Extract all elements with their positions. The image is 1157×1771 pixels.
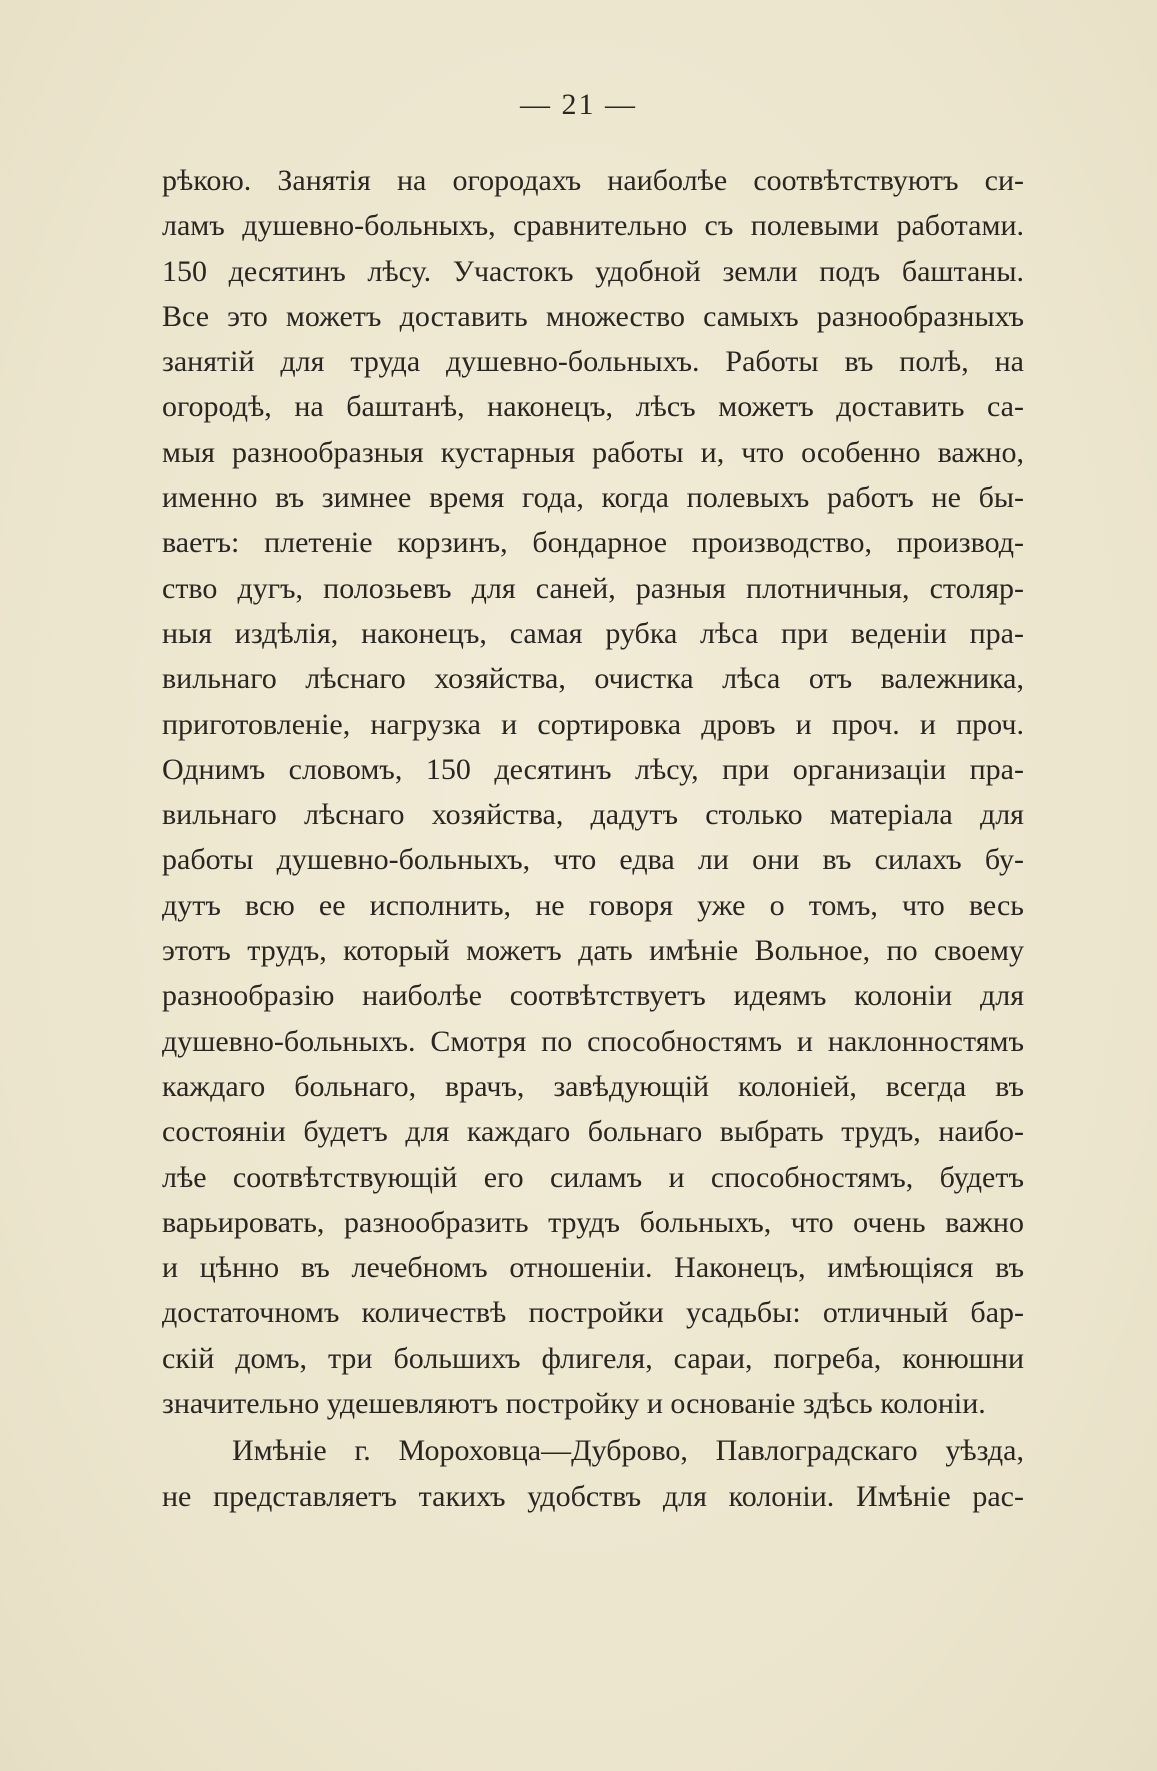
text-line: каждаго больнаго, врачъ, завѣдующій колоніей, всегда въ (162, 1069, 1024, 1103)
text-line: 150 десятинъ лѣсу. Участокъ удобной земли подъ баштаны. (162, 254, 1024, 288)
text-line: лѣе соотвѣтствующій его силамъ и способностямъ, будетъ (162, 1160, 1024, 1194)
text-line: ныя издѣлія, наконецъ, самая рубка лѣса при веденіи пра- (162, 616, 1024, 650)
text-line: работы душевно-больныхъ, что едва ли они въ силахъ бу- (162, 843, 1024, 877)
text-line: дутъ всю ее исполнить, не говоря уже о томъ, что весь (162, 888, 1024, 922)
text-line: Однимъ словомъ, 150 десятинъ лѣсу, при организаціи пра- (162, 752, 1024, 786)
text-line: и цѣнно въ лечебномъ отношеніи. Наконецъ, имѣющіяся въ (162, 1251, 1024, 1285)
text-line: ламъ душевно-больныхъ, сравнительно съ полевыми работами. (162, 209, 1024, 243)
text-line: Имѣніе г. Мороховца—Дуброво, Павлоградскаго уѣзда, (232, 1434, 1024, 1468)
text-line: достаточномъ количествѣ постройки усадьбы: отличный бар- (162, 1296, 1024, 1330)
text-line: мыя разнообразныя кустарныя работы и, что особенно важно, (162, 435, 1024, 469)
text-line: ство дугъ, полозьевъ для саней, разныя плотничныя, столяр- (162, 571, 1024, 605)
text-line: вильнаго лѣснаго хозяйства, очистка лѣса отъ валежника, (162, 662, 1024, 696)
text-line: занятій для труда душевно-больныхъ. Работы въ полѣ, на (162, 345, 1024, 379)
text-line: ваетъ: плетеніе корзинъ, бондарное производство, производ- (162, 526, 1024, 560)
text-line: этотъ трудъ, который можетъ дать имѣніе Вольное, по своему (162, 934, 1024, 968)
text-line: состояніи будетъ для каждаго больнаго выбрать трудъ, наибо- (162, 1115, 1024, 1149)
text-line: разнообразію наиболѣе соотвѣтствуетъ идеямъ колоніи для (162, 979, 1024, 1013)
text-line: огородѣ, на баштанѣ, наконецъ, лѣсъ можетъ доставить са- (162, 390, 1024, 424)
body-text (162, 158, 1024, 1519)
text-line: рѣкою. Занятія на огородахъ наиболѣе соотвѣтствуютъ си- (162, 164, 1024, 197)
text-line: приготовленіе, нагрузка и сортировка дровъ и проч. и проч. (162, 707, 1024, 741)
text-line: значительно удешевляютъ постройку и основаніе здѣсь колоніи. (162, 1387, 986, 1421)
text-line: Все это можетъ доставить множество самыхъ разнообразныхъ (162, 299, 1024, 333)
text-line: скій домъ, три большихъ флигеля, сараи, погреба, конюшни (162, 1341, 1024, 1375)
text-line: не представляетъ такихъ удобствъ для колоніи. Имѣніе рас- (162, 1479, 1024, 1513)
text-line: душевно-больныхъ. Смотря по способностямъ и наклонностямъ (162, 1024, 1024, 1058)
text-line: вильнаго лѣснаго хозяйства, дадутъ столько матеріала для (162, 798, 1024, 832)
page-number: — 21 — (520, 88, 637, 121)
text-line: варьировать, разнообразить трудъ больныхъ, что очень важно (162, 1205, 1024, 1239)
text-line: именно въ зимнее время года, когда полевыхъ работъ не бы- (162, 481, 1024, 515)
